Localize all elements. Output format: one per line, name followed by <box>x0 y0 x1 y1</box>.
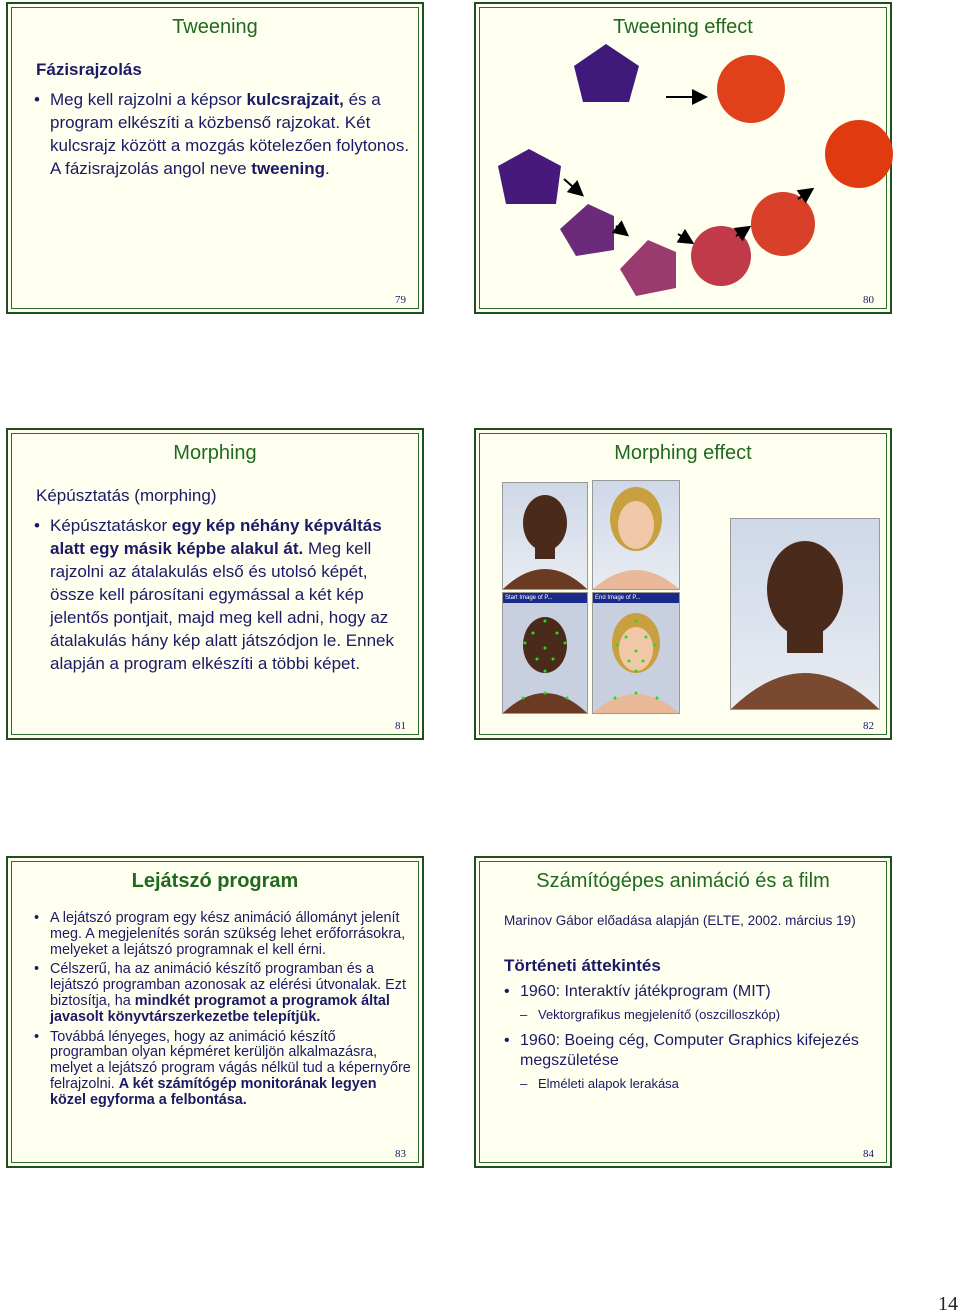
text-run: A lejátszó program egy kész animáció állományt jelenít meg. A megjelenítés során szükség lehet erőforrásokra, melyeket a lejátszó programnak el kell érni. <box>50 910 406 958</box>
slide-subtitle: Történeti áttekintés <box>504 956 661 975</box>
bold-text: tweening <box>251 159 325 178</box>
text-run: Továbbá lényeges, hogy az animáció készítő programban olyan képméret kerüljön alkalmazásra, melyet a lejátszó program vágás nélkül tud a képernyőre felrajzolni. <box>50 1028 411 1092</box>
tween-shape <box>691 226 751 286</box>
slide-title: Lejátszó program <box>131 870 299 892</box>
text-run: . <box>324 159 330 178</box>
window-titlebar: End Image of P... <box>593 593 679 603</box>
text-run: és a program elkészíti a közbenső rajzokat. Két kulcsrajz között a mozgás kötelezően folytonos. A fázisrajzolás angol neve <box>50 90 410 178</box>
tween-shape <box>560 204 614 256</box>
sub-bullet-text: – Elméleti alapok lerakása <box>520 1074 876 1094</box>
bullet-list <box>34 514 409 675</box>
bold-text: A két számítógép monitorának legyen közel egyforma a felbontása. <box>50 1075 377 1108</box>
slide-number: 83 <box>395 1148 406 1160</box>
slide-subtitle: Képúsztatás (morphing) <box>36 486 217 505</box>
circle-end-shape <box>825 120 893 188</box>
page-number: 14 <box>938 1293 958 1315</box>
slide-title: Morphing <box>173 442 257 464</box>
slide-title: Számítógépes animáció és a film <box>536 870 830 892</box>
slide-title: Morphing effect <box>614 442 752 464</box>
start-image-window <box>502 592 588 714</box>
slide-number: 84 <box>863 1148 874 1160</box>
slide-83 <box>6 856 424 1168</box>
text-run: Meg kell rajzolni a képsor <box>50 90 247 109</box>
pentagon-start-shape <box>574 44 639 102</box>
text-run: Képúsztatáskor <box>50 516 172 535</box>
text-run: Meg kell rajzolni az átalakulás első és utolsó képét, össze kell párosítani egymással a két kép jelentős pontjait, majd meg kell adni, hogy az átalakulás hány kép alatt játszódjon le. Ennek alapján a program elkészíti a többi képet. <box>50 539 395 673</box>
tween-shape <box>751 192 815 256</box>
slide-title: Tweening effect <box>613 16 753 38</box>
slide-number: 79 <box>395 294 406 306</box>
sub-bullet-text: – Vektorgrafikus megjelenítő (oszcilloszkóp) <box>520 1005 876 1025</box>
slide-number: 82 <box>863 720 874 732</box>
bullet-text: • 1960: Boeing cég, Computer Graphics kifejezés megszületése <box>520 1032 859 1069</box>
arrow-icon <box>678 234 691 242</box>
bold-text: egy kép néhány képváltás alatt egy másik képbe alakul át. <box>50 516 382 558</box>
bullet-item <box>34 962 412 1025</box>
bullet-list <box>504 982 876 1100</box>
slide-number: 81 <box>395 720 406 732</box>
window-titlebar: Start Image of P... <box>503 593 587 603</box>
bullet-list <box>34 911 412 1113</box>
tween-shape <box>620 240 676 296</box>
slide-84 <box>474 856 892 1168</box>
end-image-window <box>592 592 680 714</box>
bold-text: mindkét programot a programok által javasolt könyvtárszerkezetbe telepítjük. <box>50 992 390 1025</box>
bullet-item <box>34 514 409 675</box>
bullet-item <box>34 1030 412 1109</box>
bullet-list <box>34 88 414 180</box>
end-face-image <box>592 480 680 590</box>
pentagon-shape <box>498 149 561 204</box>
slide-79 <box>6 2 424 314</box>
slide-80 <box>474 2 892 314</box>
tweening-diagram <box>476 4 894 316</box>
bullet-text: • 1960: Interaktív játékprogram (MIT) <box>520 983 771 1000</box>
arrow-icon <box>616 226 626 234</box>
arrow-icon <box>564 179 581 194</box>
text-run: Célszerű, ha az animáció készítő programban és a lejátszó programban azonosak az elérési útvonalak. Ezt biztosítja, ha <box>50 961 406 1009</box>
bold-text: kulcsrajzait, <box>246 90 344 109</box>
start-face-image <box>502 482 588 590</box>
bullet-item <box>504 1031 876 1094</box>
bullet-item <box>34 88 414 180</box>
slide-81 <box>6 428 424 740</box>
slide-number: 80 <box>863 294 874 306</box>
circle-shape <box>717 55 785 123</box>
bullet-item <box>504 982 876 1025</box>
bullet-item <box>34 911 412 958</box>
arrow-icon <box>798 190 811 199</box>
slide-82 <box>474 428 892 740</box>
morph-result-image <box>730 518 880 710</box>
credit-text: Marinov Gábor előadása alapján (ELTE, 2002. március 19) <box>504 913 856 928</box>
slide-title: Tweening <box>172 16 258 38</box>
slide-subtitle: Fázisrajzolás <box>36 60 142 79</box>
